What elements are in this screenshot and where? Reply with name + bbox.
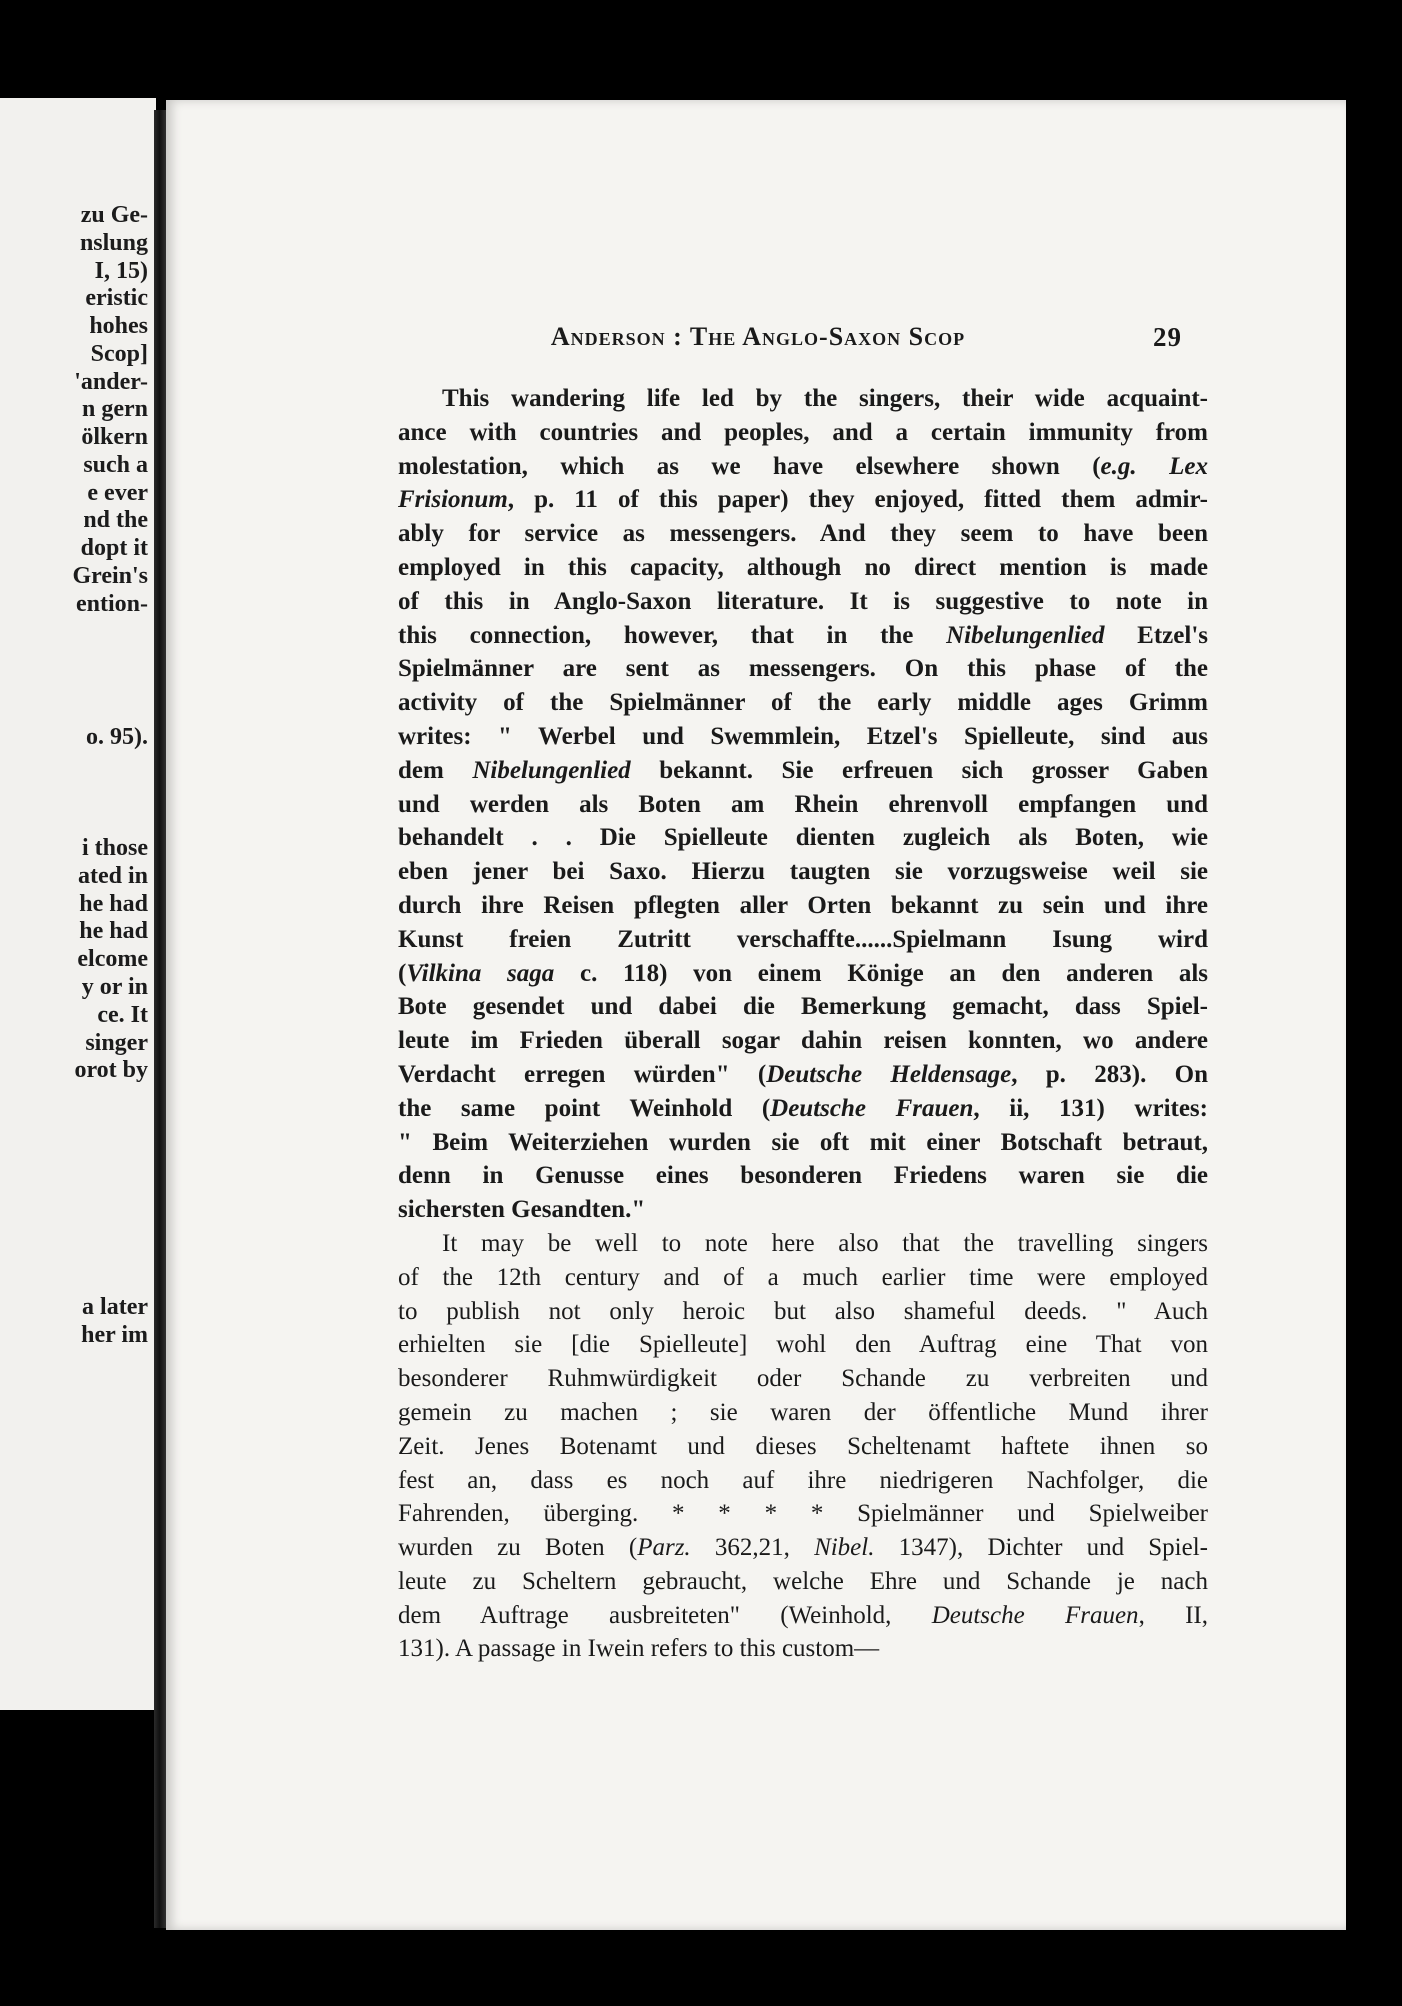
facing-page-text: ated in (77, 862, 148, 889)
text-line: behandelt . . Die Spielleute dienten zugleich als Boten, wie (398, 824, 1208, 852)
text-line: " Beim Weiterziehen wurden sie oft mit einer Botschaft betraut, (398, 1128, 1208, 1156)
text-line: dem Auftrage ausbreiteten" (Weinhold, Deutsche Frauen, II, (398, 1601, 1208, 1629)
facing-page-text: a later (82, 1293, 148, 1320)
text-line: of this in Anglo-Saxon literature. It is suggestive to note in (398, 587, 1208, 615)
text-line: leute zu Scheltern gebraucht, welche Ehre und Schande je nach (398, 1567, 1208, 1595)
paragraph (398, 1227, 1208, 1666)
text-line: eben jener bei Saxo. Hierzu taugten sie vorzugsweise weil sie (398, 858, 1208, 886)
text-line: Kunst freien Zutritt verschaffte......Spielmann Isung wird (398, 925, 1208, 953)
facing-page-text: I, 15) (94, 257, 148, 284)
text-line: denn in Genusse eines besonderen Friedens waren sie die (398, 1162, 1208, 1190)
book-page (166, 100, 1346, 1930)
text-line: gemein zu machen ; sie waren der öffentliche Mund ihrer (398, 1398, 1208, 1426)
text-line: Verdacht erregen würden" (Deutsche Heldensage, p. 283). On (398, 1060, 1208, 1088)
facing-page-text: he had (79, 890, 148, 917)
text-line: besonderer Ruhmwürdigkeit oder Schande zu verbreiten und (398, 1365, 1208, 1393)
facing-page-text: y or in (81, 973, 148, 1000)
facing-page-text: ölkern (81, 424, 148, 451)
text-line: Bote gesendet und dabei die Bemerkung gemacht, dass Spiel- (398, 993, 1208, 1021)
text-line: Fahrenden, überging. * * * * Spielmänner und Spielweiber (398, 1500, 1208, 1528)
running-title: Anderson : The Anglo-Saxon Scop (550, 322, 966, 351)
citation-title: Deutsche Frauen (770, 1094, 974, 1122)
text-line: writes: " Werbel und Swemmlein, Etzel's Spielleute, sind aus (398, 722, 1208, 750)
citation-title: Vilkina saga (406, 959, 555, 987)
text-line: leute im Frieden überall sogar dahin reisen konnten, wo andere (398, 1027, 1208, 1055)
text-line: erhielten sie [die Spielleute] wohl den Auftrag eine That von (398, 1331, 1208, 1359)
text-line: activity of the Spielmänner of the early middle ages Grimm (398, 689, 1208, 717)
text-line: ably for service as messengers. And they seem to have been (398, 520, 1208, 548)
facing-page-text: Scop] (90, 340, 148, 367)
facing-page-text: n gern (82, 396, 148, 423)
text-line: It may be well to note here also that the travelling singers (442, 1229, 1208, 1257)
text-line: employed in this capacity, although no direct mention is made (398, 553, 1208, 581)
citation-title: Frisionum (398, 486, 508, 514)
text-line: This wandering life led by the singers, their wide acquaint- (442, 385, 1208, 412)
facing-page-text: such a (83, 451, 148, 478)
citation-title: Nibelungenlied (472, 756, 631, 784)
text-line: Spielmänner are sent as messengers. On this phase of the (398, 655, 1208, 683)
text-line: to publish not only heroic but also shameful deeds. " Auch (398, 1297, 1208, 1325)
text-line: wurden zu Boten (Parz. 362,21, Nibel. 1347), Dichter und Spiel- (398, 1534, 1208, 1562)
facing-page-text: Grein's (72, 562, 148, 589)
text-line: sichersten Gesandten." (398, 1196, 646, 1224)
citation-title: Nibel. (814, 1534, 875, 1562)
citation-title: Parz. (637, 1534, 691, 1562)
citation-title: e.g. Lex (1100, 452, 1208, 480)
facing-page-text: orot by (74, 1057, 148, 1084)
body-text (398, 382, 1208, 1666)
facing-page-text: ce. It (97, 1001, 148, 1028)
text-line: of the 12th century and of a much earlier time were employed (398, 1263, 1208, 1291)
facing-page-text: ention- (76, 590, 148, 617)
citation-title: Deutsche Heldensage (766, 1060, 1012, 1088)
text-line: dem Nibelungenlied bekannt. Sie erfreuen sich grosser Gaben (398, 756, 1209, 784)
text-line: Frisionum, p. 11 of this paper) they enjoyed, fitted them admir- (398, 486, 1208, 514)
paragraph (398, 382, 1208, 1227)
facing-page-text: elcome (77, 946, 148, 973)
text-line: ance with countries and peoples, and a certain immunity from (398, 418, 1208, 446)
text-line: und werden als Boten am Rhein ehrenvoll empfangen und (398, 790, 1208, 818)
facing-page-fragment (0, 98, 156, 1710)
page-number: 29 (1153, 322, 1182, 352)
facing-page-text: dopt it (80, 535, 148, 562)
facing-page-text: he had (79, 918, 148, 945)
text-line: this connection, however, that in the Nibelungenlied Etzel's (398, 621, 1208, 649)
text-line: (Vilkina saga c. 118) von einem Könige an den anderen als (398, 959, 1208, 987)
text-line: 131). A passage in Iwein refers to this custom— (398, 1635, 880, 1663)
facing-page-text: o. 95). (86, 723, 148, 750)
text-line: durch ihre Reisen pflegten aller Orten bekannt zu sein und ihre (398, 891, 1208, 919)
running-head (398, 322, 1208, 362)
facing-page-text: e ever (87, 479, 148, 506)
facing-page-text: zu Ge- (80, 202, 148, 228)
facing-page-text: eristic (85, 285, 148, 312)
facing-page-text: singer (85, 1029, 148, 1056)
text-line: molestation, which as we have elsewhere shown (e.g. Lex (398, 452, 1208, 480)
facing-page-text: i those (82, 835, 148, 862)
text-line: Zeit. Jenes Botenamt und dieses Scheltenamt haftete ihnen so (398, 1432, 1208, 1460)
citation-title: Deutsche Frauen (931, 1601, 1139, 1629)
citation-title: Nibelungenlied (946, 621, 1105, 649)
facing-page-text: nd the (83, 507, 148, 534)
facing-page-text: nslung (79, 229, 148, 256)
text-line: the same point Weinhold (Deutsche Frauen, ii, 131) writes: (398, 1094, 1208, 1122)
facing-page-text: her im (81, 1321, 148, 1348)
text-line: fest an, dass es noch auf ihre niedrigeren Nachfolger, die (398, 1466, 1208, 1494)
facing-page-text: hohes (89, 313, 148, 340)
facing-page-text: 'ander- (74, 368, 148, 395)
